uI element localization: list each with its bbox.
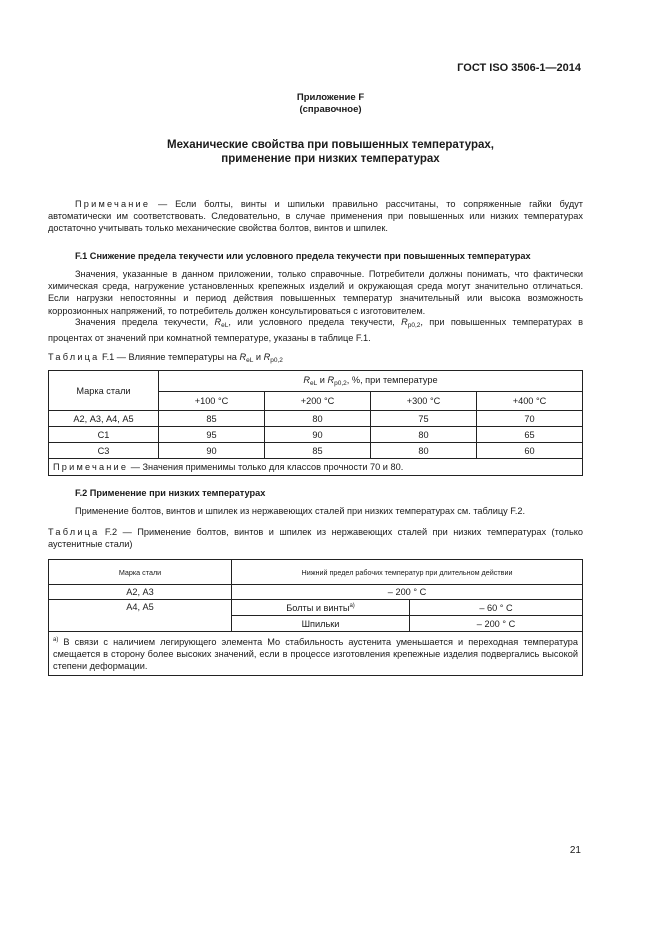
page-number: 21 xyxy=(569,845,581,856)
table-cell: 75 xyxy=(371,411,477,427)
note-label: Примечание xyxy=(75,199,151,209)
table-cell: 90 xyxy=(265,427,371,443)
table-cell: 95 xyxy=(159,427,265,443)
annex-title-line-2: применение при низких температурах xyxy=(221,153,440,165)
table-f2 xyxy=(48,559,583,676)
table-cell-grade: С1 xyxy=(49,427,159,443)
table-f2-footnote: $^{a)}$ В связи с наличием легирующего элемента Мо стабильность аустенита уменьшается и переходная температура смещается в сторону более высоких значений, если в процессе изготовления крепежные изделия подвергались высокой степени деформации. xyxy=(49,632,583,676)
table-f1-grade-header: Марка стали xyxy=(49,371,159,411)
table-f1 xyxy=(48,370,583,476)
table-f1-caption: Таблица F.1 — Влияние температуры на $R_{eL}$ и $R_{p0,2}$ xyxy=(48,352,283,364)
section-f1-paragraph-1: Значения, указанные в данном приложении, только справочные. Потребители должны понимать, что фактически химическая среда, нагружение установленных крепежных изделий и окружающая среда могут значительно отличаться. Если нагрузки непостоянны и период действия повышенных температур значительный или высока возможность коррозионных напряжений, то потребитель должен консультироваться с изготовителем. xyxy=(48,269,583,316)
standard-number: ГОСТ ISO 3506-1—2014 xyxy=(457,62,581,74)
table-f1-note: Примечание — Значения применимы только для классов прочности 70 и 80. xyxy=(49,459,583,476)
section-f2-heading: F.2 Применение при низких температурах xyxy=(75,488,266,498)
annex-title-line-1: Механические свойства при повышенных температурах, xyxy=(166,139,494,151)
table-row xyxy=(49,600,583,616)
table-f2-limit-header: Нижний предел рабочих температур при длительном действии xyxy=(232,560,583,585)
note-paragraph xyxy=(48,198,583,235)
table-cell: Болты и винты$^{a)}$ xyxy=(232,600,410,616)
table-cell: 90 xyxy=(159,443,265,459)
table-f1-group-header: $R_{eL}$ и $R_{p0,2}$, %, при температуре xyxy=(159,371,583,392)
table-cell: – 200 ° С xyxy=(232,585,583,600)
table-row xyxy=(49,443,583,459)
annex-label: Приложение F xyxy=(296,92,365,103)
section-f1-paragraph-2: Значения предела текучести, $R_{eL}$, или условного предела текучести, $R_{p0,2}$, при повышенных температурах в процентах от значений при комнатной температуре, указаны в таблице F.1. xyxy=(48,317,583,344)
table-cell-grade: С3 xyxy=(49,443,159,459)
table-cell: 80 xyxy=(371,427,477,443)
table-row xyxy=(49,585,583,600)
table-cell: 80 xyxy=(265,411,371,427)
table-f2-grade-header: Марка стали xyxy=(49,560,232,585)
table-f1-temp-header: +400 °С xyxy=(477,392,583,411)
annex-title xyxy=(0,138,661,166)
table-cell: 70 xyxy=(477,411,583,427)
table-cell-grade: А2, А3 xyxy=(49,585,232,600)
table-cell: 85 xyxy=(159,411,265,427)
table-f1-temp-header: +100 °С xyxy=(159,392,265,411)
table-cell: 60 xyxy=(477,443,583,459)
table-cell: 65 xyxy=(477,427,583,443)
table-f2-caption: Таблица F.2 — Применение болтов, винтов и шпилек из нержавеющих сталей при низких температурах (только аустенитные стали) xyxy=(48,527,583,550)
table-row xyxy=(49,427,583,443)
table-cell: – 60 ° С xyxy=(410,600,583,616)
table-f1-temp-header: +300 °С xyxy=(371,392,477,411)
table-cell: 80 xyxy=(371,443,477,459)
annex-heading xyxy=(0,92,661,116)
table-cell: – 200 ° С xyxy=(410,616,583,632)
section-f1-heading: F.1 Снижение предела текучести или условного предела текучести при повышенных температурах xyxy=(75,251,531,261)
annex-type: (справочное) xyxy=(299,104,362,115)
table-cell: 85 xyxy=(265,443,371,459)
table-cell-grade: А4, А5 xyxy=(49,600,232,632)
table-cell: Шпильки xyxy=(232,616,410,632)
table-f1-temp-header: +200 °С xyxy=(265,392,371,411)
section-f2-paragraph: Применение болтов, винтов и шпилек из нержавеющих сталей при низких температурах см. таблицу F.2. xyxy=(75,506,526,516)
table-cell-grade: А2, А3, А4, А5 xyxy=(49,411,159,427)
table-row xyxy=(49,411,583,427)
note-text: — Если болты, винты и шпильки правильно рассчитаны, то сопряженные гайки будут автоматически им соответствовать. Следовательно, в случае применения при повышенных или низких температурах достаточно учитывать только механические свойства болтов, винтов и шпилек. xyxy=(48,199,583,234)
